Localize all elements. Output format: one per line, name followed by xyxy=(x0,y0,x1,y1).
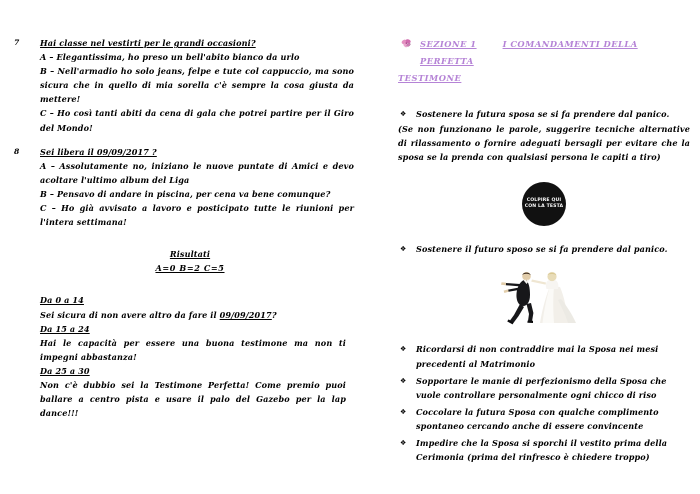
commandments-list xyxy=(398,342,690,464)
score-range-text: Hai le capacità per essere una buona testimone ma non ti impegni abbastanza! xyxy=(40,337,346,362)
score-range-label: Da 25 a 30 xyxy=(40,365,90,376)
question-block xyxy=(14,36,354,135)
question-title: Sei libera il 09/09/2017 ? xyxy=(40,146,157,157)
results-heading-block xyxy=(40,247,340,275)
question-number: 7 xyxy=(14,38,20,47)
stamp-line-2: CON LA TESTA xyxy=(524,204,564,210)
question-number: 8 xyxy=(14,146,20,156)
commandment-text: Coccolare la futura Sposa con qualche complimento spontaneo cercando anche di essere convincente xyxy=(416,406,659,431)
right-page-column xyxy=(398,36,690,467)
section-title xyxy=(420,36,690,70)
list-item xyxy=(398,374,690,402)
score-range-text xyxy=(40,308,346,322)
question-answer: A – Assolutamente no, iniziano le nuove puntate di Amici e devo acoltare l'ultimo album del Liga xyxy=(40,160,354,185)
score-range-label: Da 15 a 24 xyxy=(40,323,90,334)
bullet-text: Sostenere il futuro sposo se si fa prendere dal panico. xyxy=(416,244,668,255)
commandment-text: Ricordarsi di non contraddire mai la Sposa nei mesi precedenti al Matrimonio xyxy=(416,344,659,369)
bullet-item-bride xyxy=(398,107,690,121)
bride-and-groom-figurine-image xyxy=(484,270,604,328)
question-answer: C – Ho già avvisato a lavoro e posticipato tutte le riunioni per l'intera settimana! xyxy=(40,203,354,228)
bride-item-note: (Se non funzionano le parole, suggerire tecniche alternative di rilassamento o fornire adeguati bersagli per evitare che la sposa se la prenda con qualsiasi persona le capiti a tiro) xyxy=(398,124,690,163)
commandment-text: Sopportare le manie di perfezionismo della Sposa che vuole controllare personalmente ogni chicco di riso xyxy=(416,375,667,400)
commandment-text: Impedire che la Sposa si sporchi il vestito prima della Cerimonia (prima del rinfresco è chiedere troppo) xyxy=(416,438,668,463)
results-scoring-key: A=0 B=2 C=5 xyxy=(155,263,225,274)
score-text-before: Sei sicura di non avere altro da fare il xyxy=(40,309,220,320)
question-title: Hai classe nel vestirti per le grandi occasioni? xyxy=(40,38,256,48)
list-item xyxy=(398,342,690,370)
stamp-graphic-wrapper xyxy=(398,182,690,226)
score-range-label: Da 0 a 14 xyxy=(40,295,84,306)
results-heading: Risultati xyxy=(169,249,211,260)
score-range-text: Non c'è dubbio sei la Testimone Perfetta! Come premio puoi ballare a centro pista e usare il palo del Gazebo per la lap dance!!! xyxy=(40,379,346,419)
question-answer: C – Ho così tanti abiti da cena di gala che potrei partire per il Giro del Mondo! xyxy=(40,108,354,133)
diamond-bullet-icon: ❖ xyxy=(400,439,407,448)
score-text-after: ? xyxy=(271,309,277,320)
bullet-item-groom xyxy=(398,242,690,256)
diamond-bullet-icon: ❖ xyxy=(400,345,407,354)
diamond-bullet-icon: ❖ xyxy=(400,407,407,416)
section-header xyxy=(398,36,690,87)
diamond-bullet-icon: ❖ xyxy=(400,376,407,385)
question-block xyxy=(14,145,354,230)
flower-icon xyxy=(400,37,413,50)
score-date: 09/09/2017 xyxy=(219,309,272,320)
bullet-text: Sostenere la futura sposa se si fa prendere dal panico. xyxy=(416,109,670,119)
section-label: SEZIONE 1 xyxy=(420,39,477,49)
stamp-line-1: COLPIRE QUI xyxy=(526,198,562,204)
section-title-continued: TESTIMONE xyxy=(398,73,462,83)
list-item xyxy=(398,405,690,433)
colpire-qui-stamp xyxy=(522,182,566,226)
question-answer: B – Pensavo di andare in piscina, per cena va bene comunque? xyxy=(40,188,331,199)
question-answer: A – Elegantissima, ho preso un bell'abito bianco da urlo xyxy=(40,52,300,63)
figurine-photo-wrapper xyxy=(398,270,690,328)
diamond-bullet-icon: ❖ xyxy=(400,110,407,118)
question-answer: B – Nell'armadio ho solo jeans, felpe e tute col cappuccio, ma sono sicura che in quello di mia sorella c'è sempre la cosa giusta da mettere! xyxy=(40,66,354,105)
diamond-bullet-icon: ❖ xyxy=(400,245,407,254)
section-title-text: I COMANDAMENTI DELLA PERFETTA xyxy=(420,39,638,66)
results-ranges xyxy=(40,293,346,420)
list-item xyxy=(398,436,690,464)
left-page-column xyxy=(14,36,354,420)
